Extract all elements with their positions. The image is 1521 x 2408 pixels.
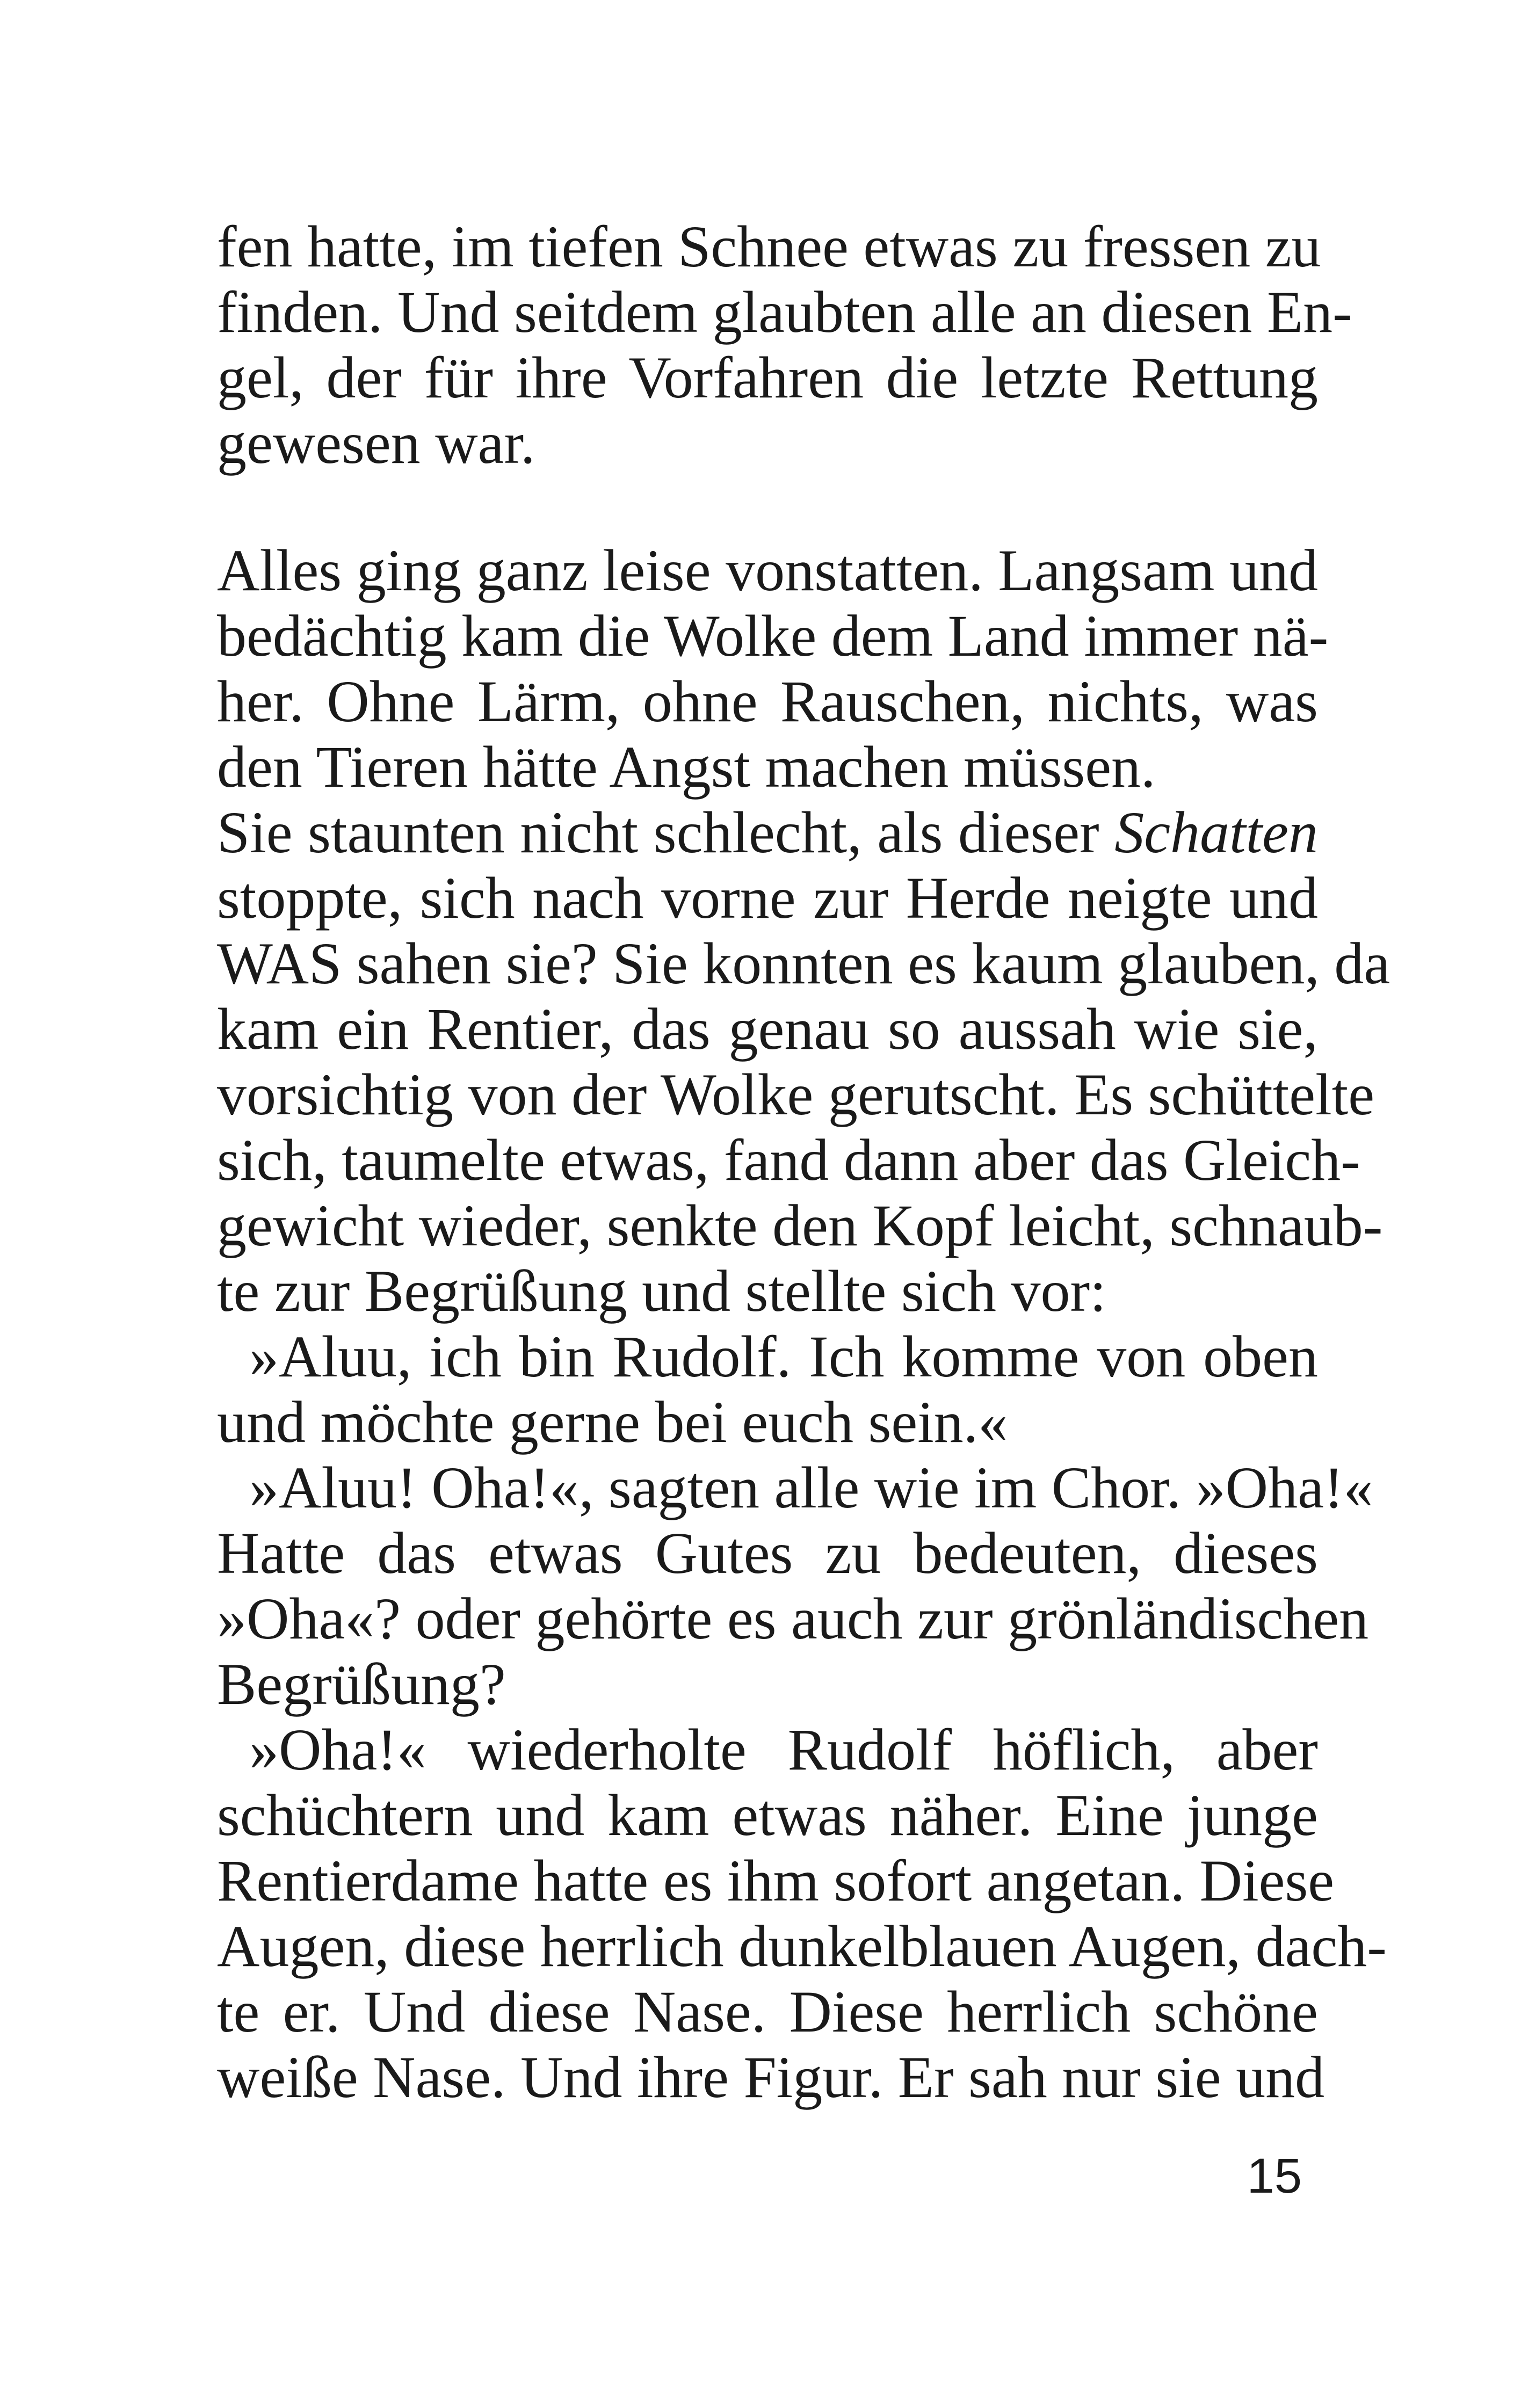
paragraph-4 — [217, 1324, 1318, 1455]
text-line: »Oha«? oder gehörte es auch zur grönländischen — [217, 1586, 1369, 1651]
text-line — [217, 800, 1318, 865]
text-line: gewesen war. — [217, 410, 535, 476]
text-line: sich, taumelte etwas, fand dann aber das Gleich- — [217, 1127, 1360, 1193]
paragraph-3 — [217, 800, 1390, 1324]
text-line: te zur Begrüßung und stellte sich vor: — [217, 1258, 1106, 1324]
text-line: und möchte gerne bei euch sein.« — [217, 1389, 1008, 1455]
text-line: »Aluu, ich bin Rudolf. Ich komme von oben — [249, 1324, 1318, 1389]
text-line: te er. Und diese Nase. Diese herrlich schöne — [217, 1979, 1318, 2044]
text-line: den Tieren hätte Angst machen müssen. — [217, 734, 1156, 800]
text-line: WAS sahen sie? Sie konnten es kaum glauben, da — [217, 931, 1390, 996]
text-run: Sie staunten nicht schlecht, als dieser — [217, 800, 1099, 865]
text-line: weiße Nase. Und ihre Figur. Er sah nur sie und — [217, 2044, 1325, 2110]
text-line: vorsichtig von der Wolke gerutscht. Es schüttelte — [217, 1062, 1375, 1127]
italic-word: Schatten — [1114, 800, 1319, 865]
paragraph-2 — [217, 538, 1329, 800]
body-text — [217, 214, 1390, 2110]
text-line: Alles ging ganz leise vonstatten. Langsam und — [217, 538, 1318, 603]
text-line: »Oha!« wiederholte Rudolf höflich, aber — [249, 1717, 1318, 1782]
text-line: her. Ohne Lärm, ohne Rauschen, nichts, was — [217, 669, 1318, 734]
text-line: fen hatte, im tiefen Schnee etwas zu fressen zu — [217, 214, 1321, 279]
paragraph-5 — [217, 1455, 1373, 1717]
text-line: stoppte, sich nach vorne zur Herde neigte und — [217, 865, 1318, 931]
text-line: Begrüßung? — [217, 1651, 506, 1717]
text-line: gel, der für ihre Vorfahren die letzte Rettung — [217, 345, 1318, 410]
text-line: »Aluu! Oha!«, sagten alle wie im Chor. »Oha!« — [249, 1455, 1373, 1520]
text-line: Hatte das etwas Gutes zu bedeuten, dieses — [217, 1520, 1318, 1586]
page-number: 15 — [1247, 2149, 1302, 2203]
paragraph-gap — [217, 476, 1318, 538]
text-line: gewicht wieder, senkte den Kopf leicht, schnaub- — [217, 1193, 1383, 1258]
text-line: kam ein Rentier, das genau so aussah wie sie, — [217, 996, 1318, 1062]
text-line: Augen, diese herrlich dunkelblauen Augen, dach- — [217, 1913, 1387, 1979]
text-line: Rentierdame hatte es ihm sofort angetan. Diese — [217, 1848, 1335, 1913]
paragraph-6 — [217, 1717, 1387, 2110]
text-line: schüchtern und kam etwas näher. Eine junge — [217, 1782, 1318, 1848]
text-line: finden. Und seitdem glaubten alle an diesen En- — [217, 279, 1352, 345]
paragraph-1 — [217, 214, 1352, 476]
text-line: bedächtig kam die Wolke dem Land immer nä- — [217, 603, 1329, 669]
